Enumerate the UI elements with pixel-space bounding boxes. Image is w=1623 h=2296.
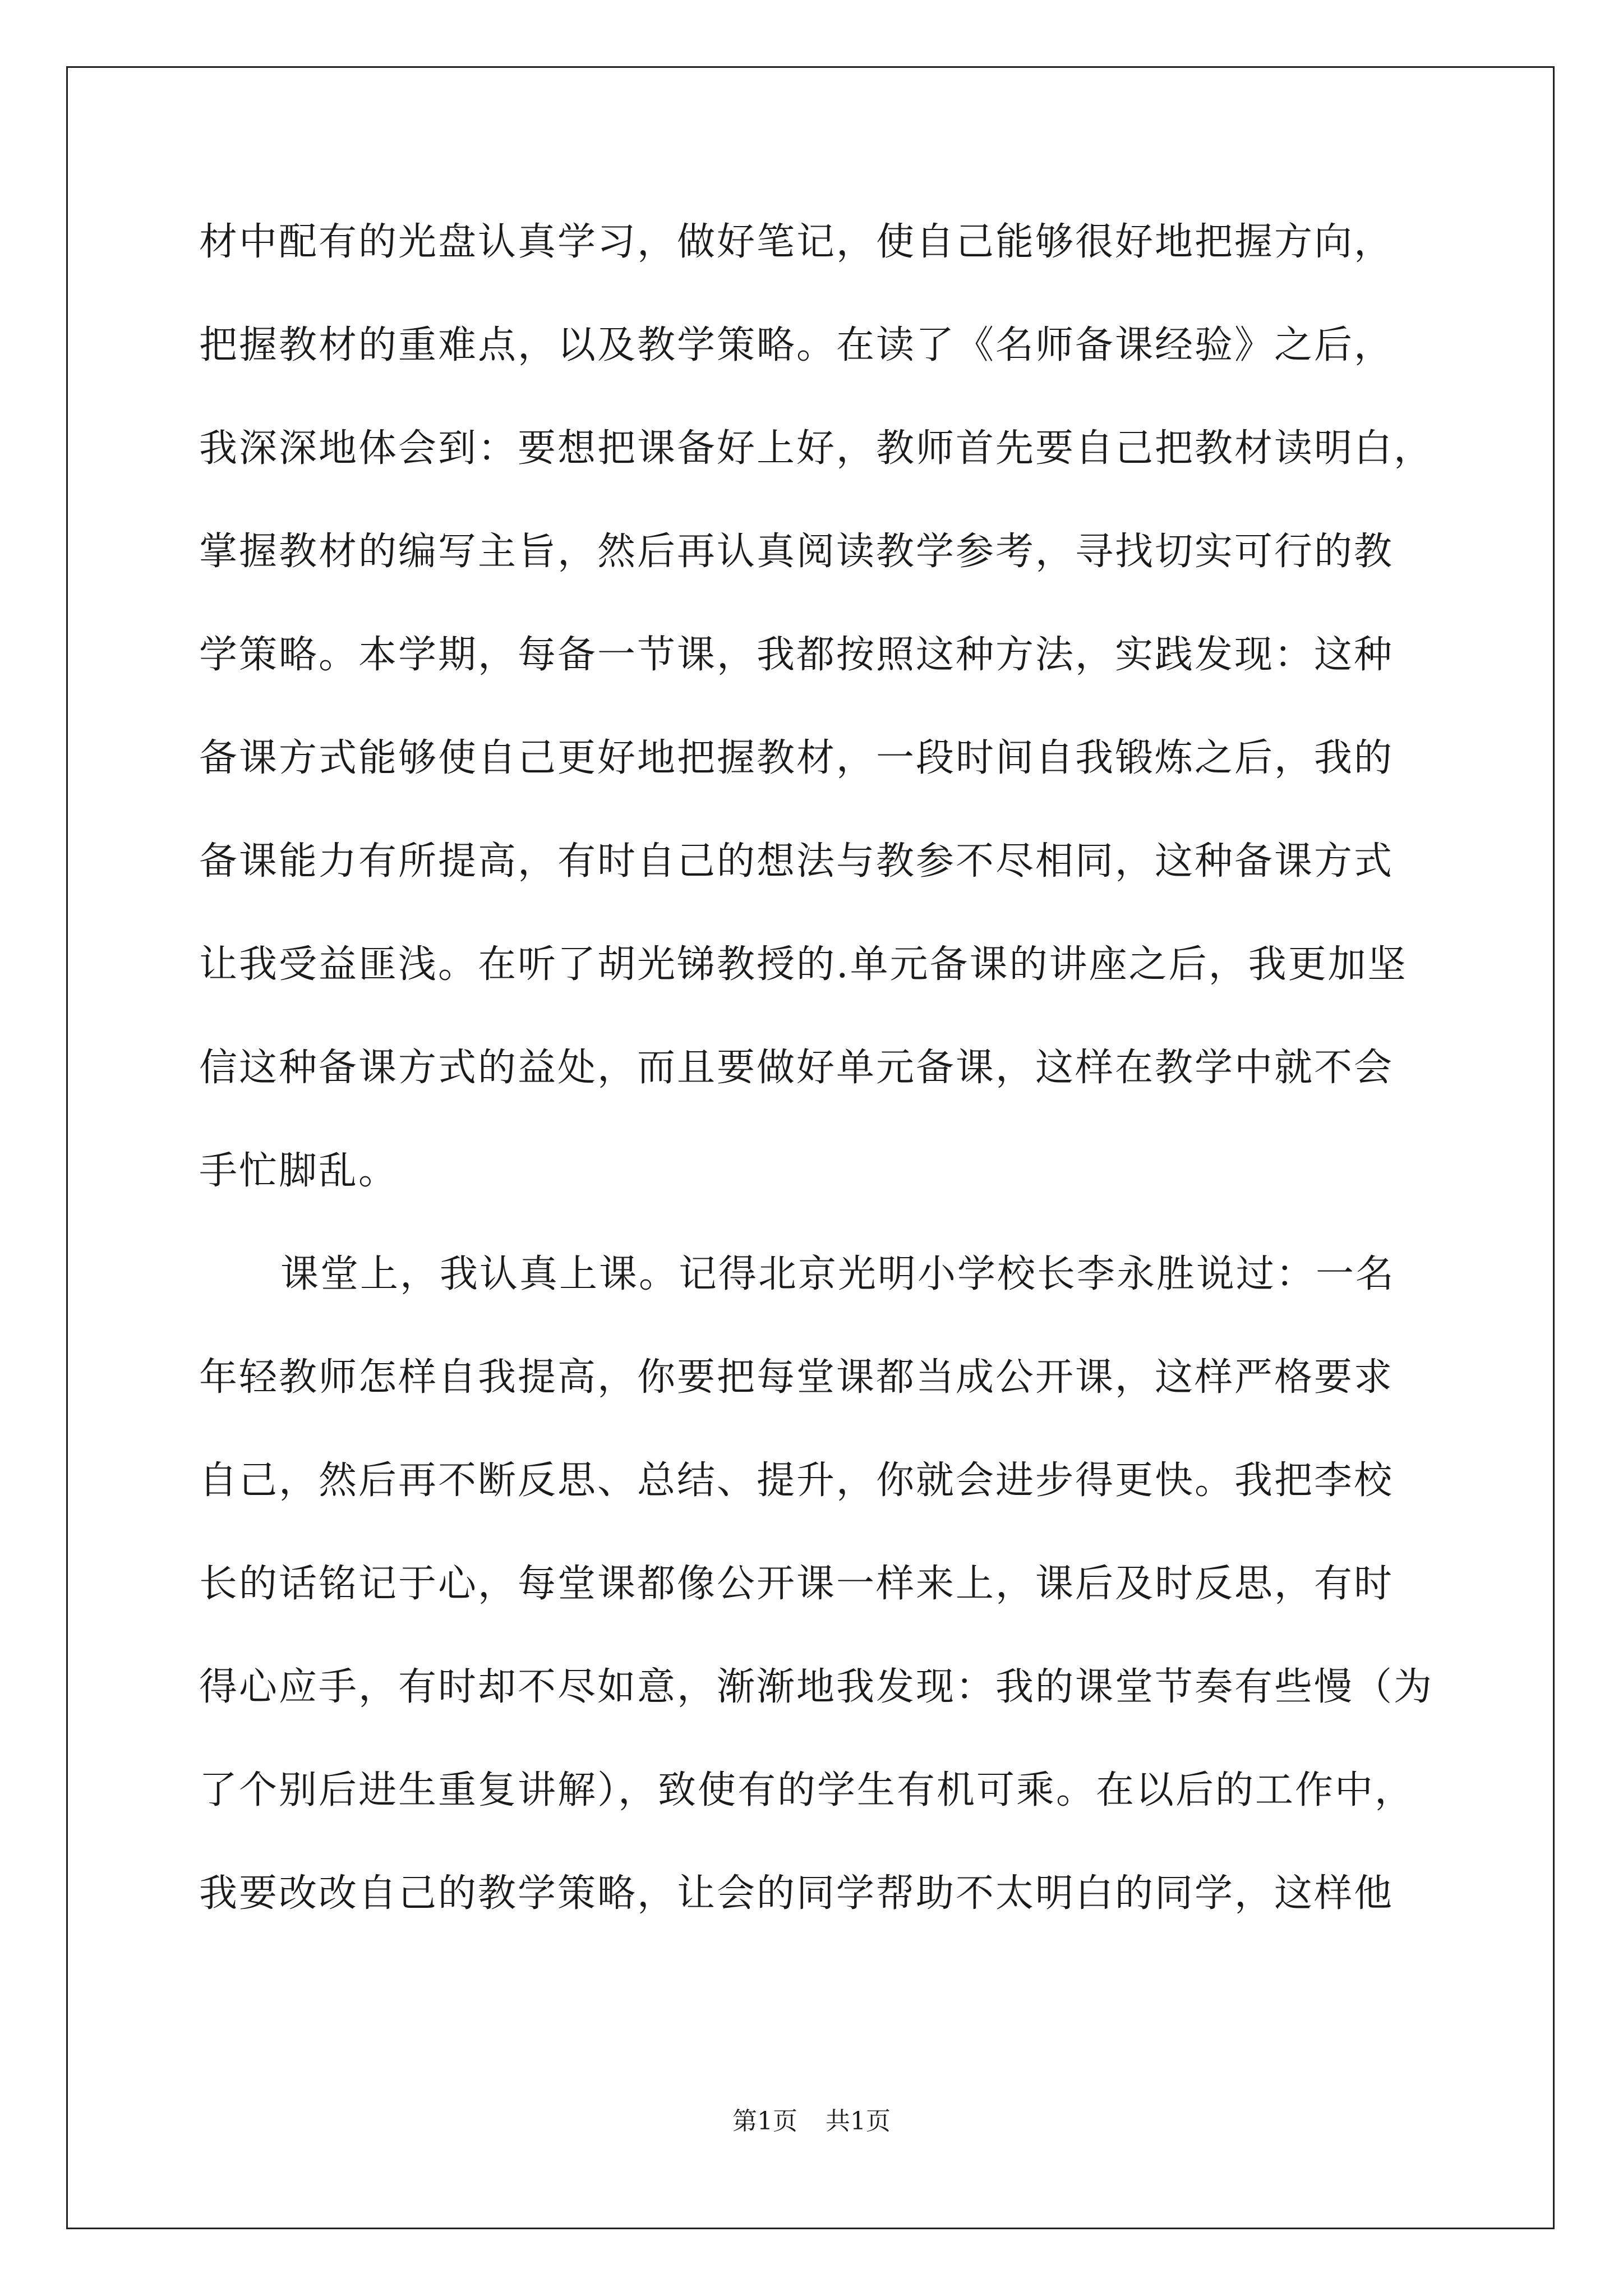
text-line: 我要改改自己的教学策略，让会的同学帮助不太明白的同学，这样他 <box>199 1871 1394 1916</box>
text-line: 备课能力有所提高，有时自己的想法与教参不尽相同，这种备课方式 <box>199 839 1394 884</box>
paragraph-start-line: 课堂上，我认真上课。记得北京光明小学校长李永胜说过：一名 <box>280 1252 1396 1296</box>
text-line: 把握教材的重难点，以及教学策略。在读了《名师备课经验》之后， <box>199 323 1394 367</box>
page-footer <box>0 2101 1623 2137</box>
text-line: 我深深地体会到：要想把课备好上好，教师首先要自己把教材读明白， <box>199 426 1434 471</box>
document-body <box>199 191 1433 1945</box>
text-line: 年轻教师怎样自我提高，你要把每堂课都当成公开课，这样严格要求 <box>199 1355 1394 1400</box>
page-number: 第1页 <box>732 2107 797 2136</box>
text-line: 得心应手，有时却不尽如意，渐渐地我发现：我的课堂节奏有些慢（为 <box>199 1665 1434 1709</box>
text-line: 让我受益匪浅。在听了胡光锑教授的.单元备课的讲座之后，我更加坚 <box>199 942 1408 987</box>
text-line: 长的话铭记于心，每堂课都像公开课一样来上，课后及时反思，有时 <box>199 1562 1394 1606</box>
total-pages: 共1页 <box>826 2107 891 2136</box>
text-line: 学策略。本学期，每备一节课，我都按照这种方法，实践发现：这种 <box>199 633 1394 677</box>
text-line: 信这种备课方式的益处，而且要做好单元备课，这样在教学中就不会 <box>199 1046 1394 1090</box>
text-line: 自己，然后再不断反思、总结、提升，你就会进步得更快。我把李校 <box>199 1458 1394 1503</box>
text-line: 掌握教材的编写主旨，然后再认真阅读教学参考，寻找切实可行的教 <box>199 530 1394 574</box>
text-line: 手忙脚乱。 <box>199 1149 399 1193</box>
text-line: 了个别后进生重复讲解），致使有的学生有机可乘。在以后的工作中， <box>199 1768 1415 1812</box>
text-line: 材中配有的光盘认真学习，做好笔记，使自己能够很好地把握方向， <box>199 220 1394 264</box>
text-line: 备课方式能够使自己更好地把握教材，一段时间自我锻炼之后，我的 <box>199 736 1394 780</box>
